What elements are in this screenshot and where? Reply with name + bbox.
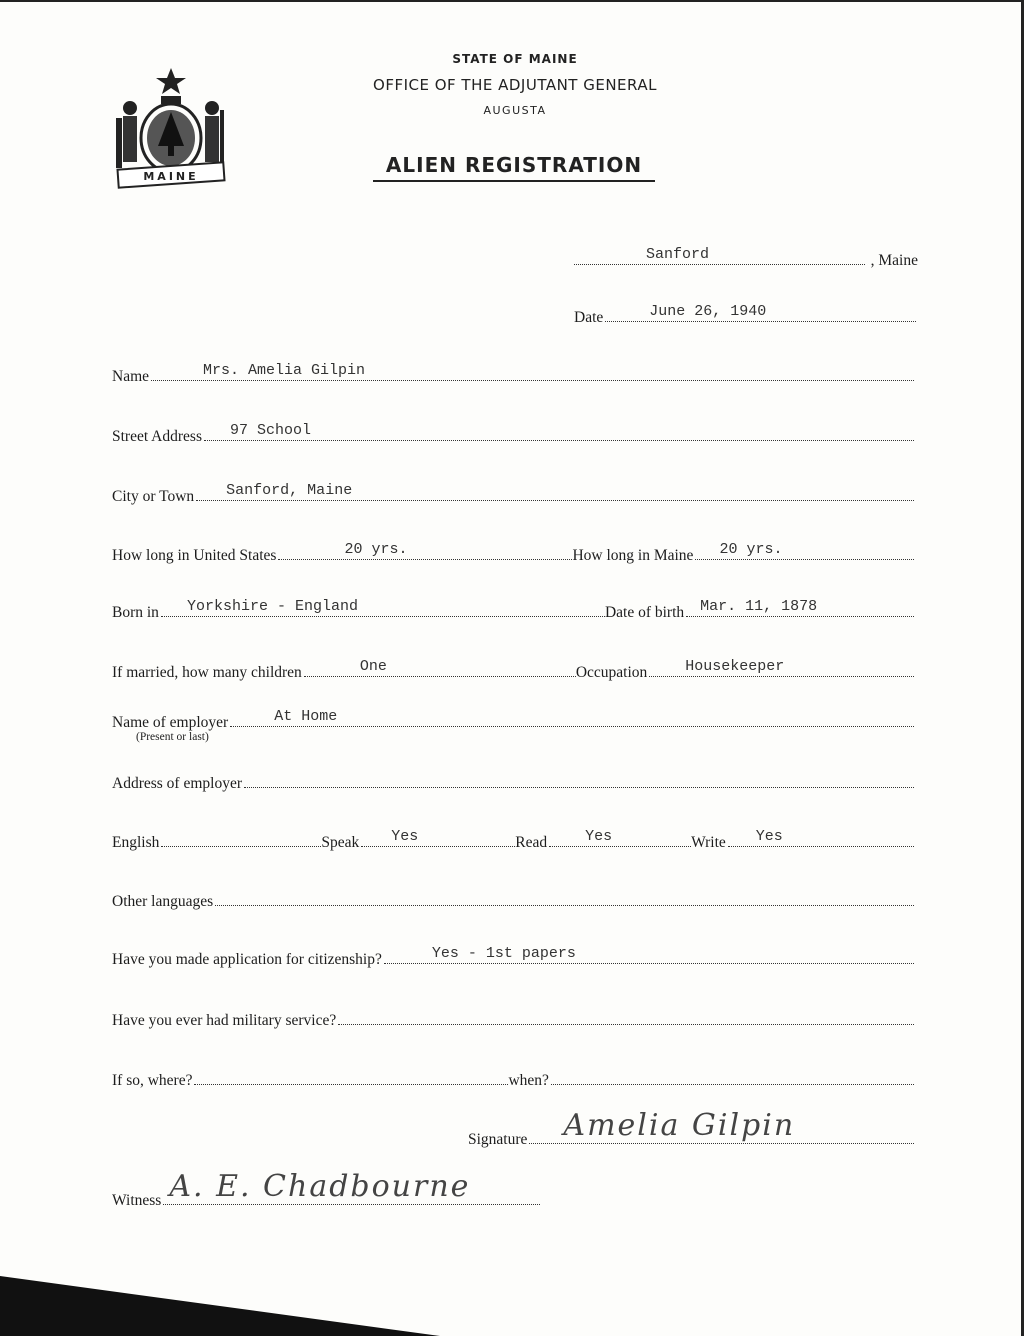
military-label: Have you ever had military service?	[112, 1012, 337, 1029]
citizenship-row	[112, 945, 914, 969]
dob-line[interactable]	[686, 598, 914, 617]
signature-row	[468, 1108, 914, 1149]
other-languages-line[interactable]	[215, 891, 914, 906]
form-title: ALIEN REGISTRATION	[373, 153, 655, 182]
witness-line[interactable]	[163, 1169, 540, 1205]
street-row	[112, 422, 914, 446]
employer-address-row	[112, 773, 914, 793]
born-in-value: Yorkshire - England	[186, 598, 358, 615]
born-in-line[interactable]	[161, 598, 605, 617]
location-line[interactable]	[574, 246, 865, 265]
speak-value: Yes	[391, 828, 419, 845]
state-heading: STATE OF MAINE	[452, 52, 578, 66]
where-when-row	[112, 1070, 914, 1090]
occupation-value: Housekeeper	[685, 658, 785, 675]
date-value: June 26, 1940	[649, 303, 767, 320]
witness-value: A. E. Chadbourne	[169, 1169, 471, 1204]
name-line[interactable]	[151, 362, 914, 381]
maine-years-label: How long in Maine	[572, 547, 694, 564]
born-in-label: Born in	[112, 604, 159, 621]
military-line[interactable]	[338, 1010, 914, 1025]
us-years-line[interactable]	[278, 541, 572, 560]
city-heading: AUGUSTA	[483, 104, 547, 117]
occupation-label: Occupation	[575, 664, 648, 681]
location-suffix: , Maine	[870, 252, 918, 269]
maine-years-line[interactable]	[695, 541, 914, 560]
write-label: Write	[691, 834, 726, 851]
children-row	[112, 658, 914, 682]
children-line[interactable]	[304, 658, 576, 677]
speak-label: Speak	[321, 834, 360, 851]
street-value: 97 School	[229, 422, 311, 439]
military-row	[112, 1010, 914, 1030]
signature-value: Amelia Gilpin	[563, 1108, 796, 1143]
citizenship-value: Yes - 1st papers	[431, 945, 576, 962]
date-line[interactable]	[605, 303, 916, 322]
location-row	[572, 246, 918, 270]
dob-label: Date of birth	[604, 604, 685, 621]
street-label: Street Address	[112, 428, 202, 445]
occupation-line[interactable]	[649, 658, 914, 677]
city-value: Sanford, Maine	[226, 482, 353, 499]
birth-row	[112, 598, 914, 622]
citizenship-label: Have you made application for citizenship?	[112, 951, 382, 968]
city-row	[112, 482, 914, 506]
signature-label: Signature	[468, 1131, 528, 1148]
office-heading: OFFICE OF THE ADJUTANT GENERAL	[373, 76, 657, 94]
maine-years-value: 20 yrs.	[719, 541, 783, 558]
english-row	[112, 828, 914, 852]
dob-value: Mar. 11, 1878	[700, 598, 818, 615]
employer-sublabel: (Present or last)	[136, 731, 209, 743]
witness-row	[112, 1169, 540, 1210]
location-value: Sanford	[646, 246, 710, 263]
when-line[interactable]	[551, 1070, 914, 1085]
signature-line[interactable]	[529, 1108, 914, 1144]
employer-line[interactable]	[230, 708, 914, 727]
employer-address-line[interactable]	[244, 773, 914, 788]
read-value: Yes	[585, 828, 613, 845]
state-seal-icon	[112, 66, 230, 192]
name-row	[112, 362, 914, 386]
employer-label: Name of employer	[112, 714, 229, 731]
residency-row	[112, 541, 914, 565]
english-line	[161, 832, 321, 847]
date-row	[574, 303, 916, 327]
seal-text: MAINE	[143, 170, 199, 183]
citizenship-line[interactable]	[384, 945, 914, 964]
us-years-value: 20 yrs.	[344, 541, 408, 558]
date-label: Date	[574, 309, 604, 326]
where-line[interactable]	[194, 1070, 508, 1085]
city-line[interactable]	[196, 482, 914, 501]
read-label: Read	[515, 834, 548, 851]
name-label: Name	[112, 368, 150, 385]
when-label: when?	[508, 1072, 549, 1089]
write-line[interactable]	[728, 828, 914, 847]
city-label: City or Town	[112, 488, 195, 505]
torn-corner	[0, 1276, 440, 1336]
children-label: If married, how many children	[112, 664, 302, 681]
write-value: Yes	[755, 828, 783, 845]
english-label: English	[112, 834, 160, 851]
other-languages-label: Other languages	[112, 893, 214, 910]
employer-row	[112, 708, 914, 732]
where-label: If so, where?	[112, 1072, 193, 1089]
other-languages-row	[112, 891, 914, 911]
read-line[interactable]	[549, 828, 691, 847]
employer-value: At Home	[274, 708, 338, 725]
children-value: One	[359, 658, 387, 675]
employer-address-label: Address of employer	[112, 775, 242, 792]
speak-line[interactable]	[361, 828, 515, 847]
name-value: Mrs. Amelia Gilpin	[203, 362, 366, 379]
witness-label: Witness	[112, 1192, 162, 1209]
us-years-label: How long in United States	[112, 547, 277, 564]
street-line[interactable]	[204, 422, 914, 441]
